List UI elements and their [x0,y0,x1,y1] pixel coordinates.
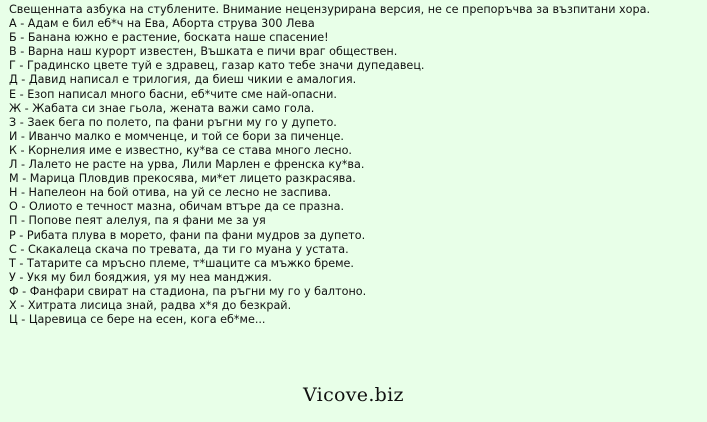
line-p: П - Попове пеят алелуя, па я фани ме за уя [9,214,266,228]
text-body [9,3,699,327]
line-o: О - Олиото е течност мазна, обичам втъре да се празна. [9,200,345,214]
line-f: Ф - Фанфари свират на стадиона, па ръгни му го у балтоно. [9,284,367,298]
line-t: Т - Татарите са мръсно племе, т*шаците са мъжко бреме. [9,256,354,270]
alphabet-lines [9,17,699,327]
line-h: Х - Хитрата лисица знай, радва х*я до безкрай. [9,298,292,312]
line-d: Д - Давид написал е трилогия, да биеш чикии е амалогия. [9,73,357,87]
line-l: Л - Лалето не расте на урва, Лили Марлен е френска ку*ва. [9,158,365,172]
line-v: В - Варна наш курорт известен, Въшката е пичи враг обществен. [9,45,398,59]
line-z: З - Заек бега по полето, па фани ръгни му го у дупето. [9,115,337,129]
line-ts: Ц - Царевица се бере на есен, кога еб*ме... [9,313,266,327]
line-b: Б - Банана южно е растение, боската наше спасение! [9,31,329,45]
line-zh: Ж - Жабата си знае гьола, жената важи само гола. [9,101,315,115]
line-r: Р - Рибата плува в морето, фани па фани мудров за дупето. [9,228,366,242]
line-k: К - Корнелия име е известно, ку*ва се става много лесно. [9,143,352,157]
line-e: Е - Езоп написал много басни, еб*чите сме най-опасни. [9,87,337,101]
line-m: М - Марица Пловдив прекосява, ми*ет лицето разкрасява. [9,172,356,186]
line-i: И - Иванчо малко е момченце, и той се бори за пиченце. [9,129,344,143]
line-a: А - Адам е бил еб*ч на Ева, Аборта струва 300 Лева [9,17,315,31]
line-s: С - Скакалеца скача по тревата, да ти го муана у устата. [9,242,349,256]
line-g: Г - Градинско цвете туй е здравец, газар като тебе значи дупедавец. [9,59,425,73]
line-u: У - Укя му бил бояджия, уя му неа манджия. [9,270,272,284]
intro-text: Свещенната азбука на стублените. Внимание нецензурирана версия, не се препоръчва за възпитани хора. [9,3,651,16]
site-watermark: Vicove.biz [303,384,404,406]
line-n: Н - Напелеон на бой отива, на уй се лесно не заспива. [9,186,332,200]
